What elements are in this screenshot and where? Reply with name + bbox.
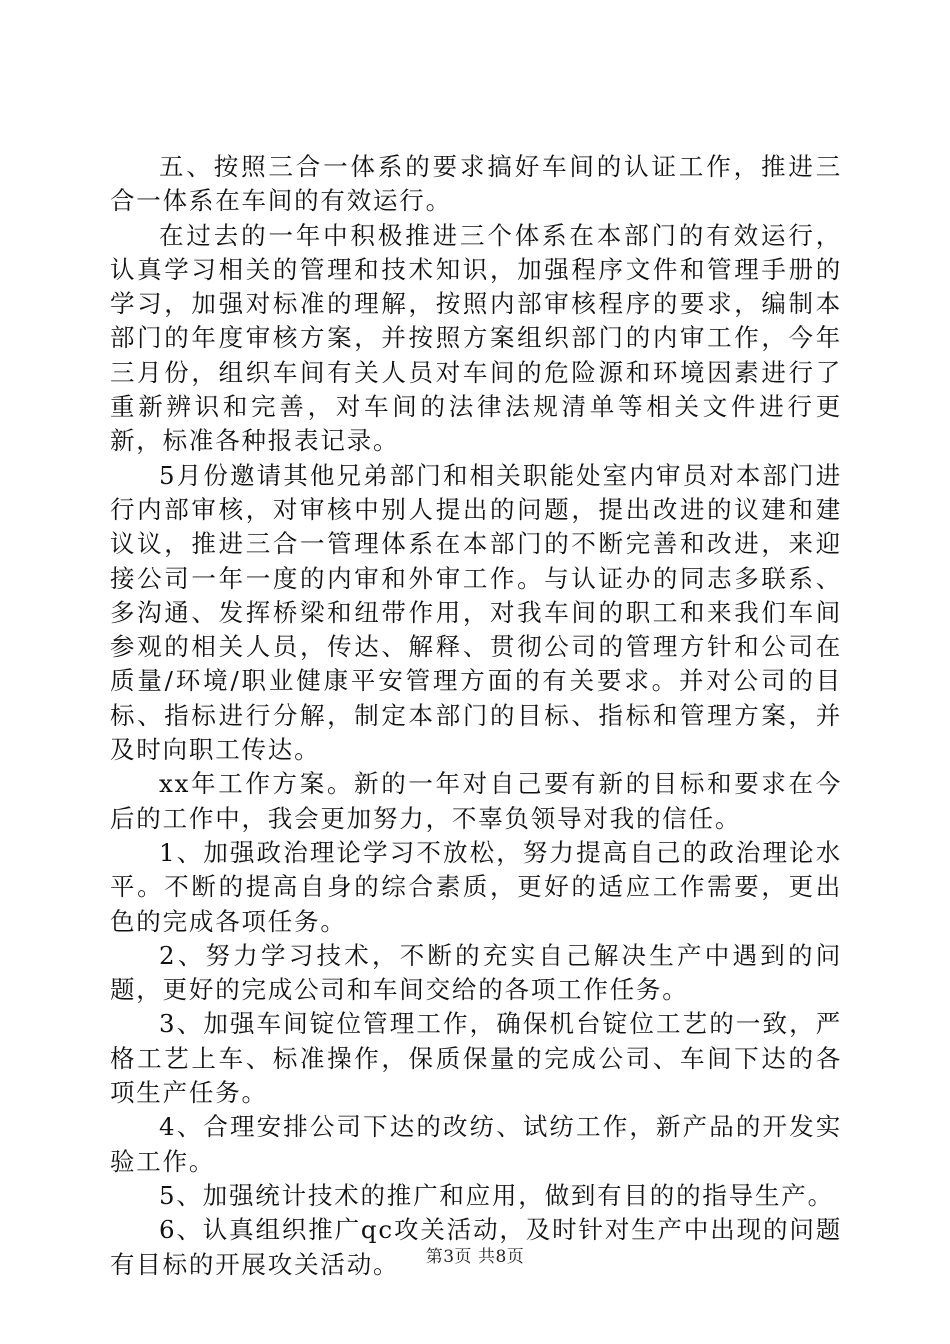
- paragraph-item-2: 2、努力学习技术，不断的充实自己解决生产中遇到的问题，更好的完成公司和车间交给的各项工作任务。: [110, 940, 842, 1005]
- paragraph-item-3: 3、加强车间锭位管理工作，确保机台锭位工艺的一致，严格工艺上车、标准操作，保质保量的完成公司、车间下达的各项生产任务。: [110, 1009, 842, 1108]
- paragraph-item-5: 5、加强统计技术的推广和应用，做到有目的的指导生产。: [159, 1180, 834, 1210]
- page-number-footer: 第3页 共8页: [425, 1247, 525, 1267]
- paragraph-work-plan: xx年工作方案。新的一年对自己要有新的目标和要求在今后的工作中，我会更加努力，不辜负领导对我的信任。: [110, 769, 842, 833]
- document-body: [110, 150, 842, 1282]
- paragraph-item-6: 6、认真组织推广qc攻关活动，及时针对生产中出现的问题有目标的开展攻关活动。: [110, 1215, 842, 1279]
- paragraph-item-1: 1、加强政治理论学习不放松，努力提高自己的政治理论水平。不断的提高自身的综合素质，更好的适应工作需要，更出色的完成各项任务。: [110, 837, 842, 936]
- paragraph-past-year: 在过去的一年中积极推进三个体系在本部门的有效运行，认真学习相关的管理和技术知识，加强程序文件和管理手册的学习，加强对标准的理解，按照内部审核程序的要求，编制本部门的年度审核方案，并按照方案组织部门的内审工作，今年三月份，组织车间有关人员对车间的危险源和环境因素进行了重新辨识和完善，对车间的法律法规清单等相关文件进行更新，标准各种报表记录。: [110, 220, 842, 456]
- paragraph-section-five: 五、按照三合一体系的要求搞好车间的认证工作，推进三合一体系在车间的有效运行。: [110, 152, 842, 216]
- paragraph-may-audit: 5月份邀请其他兄弟部门和相关职能处室内审员对本部门进行内部审核，对审核中别人提出的问题，提出改进的议建和建议议，推进三合一管理体系在本部门的不断完善和改进，来迎接公司一年一度的内审和外审工作。与认证办的同志多联系、多沟通、发挥桥梁和纽带作用，对我车间的职工和来我们车间参观的相关人员，传达、解释、贯彻公司的管理方针和公司在质量/环境/职业健康平安管理方面的有关要求。并对公司的目标、指标进行分解，制定本部门的目标、指标和管理方案，并及时向职工传达。: [110, 460, 842, 765]
- paragraph-item-4: 4、合理安排公司下达的改纺、试纺工作，新产品的开发实验工作。: [110, 1112, 842, 1176]
